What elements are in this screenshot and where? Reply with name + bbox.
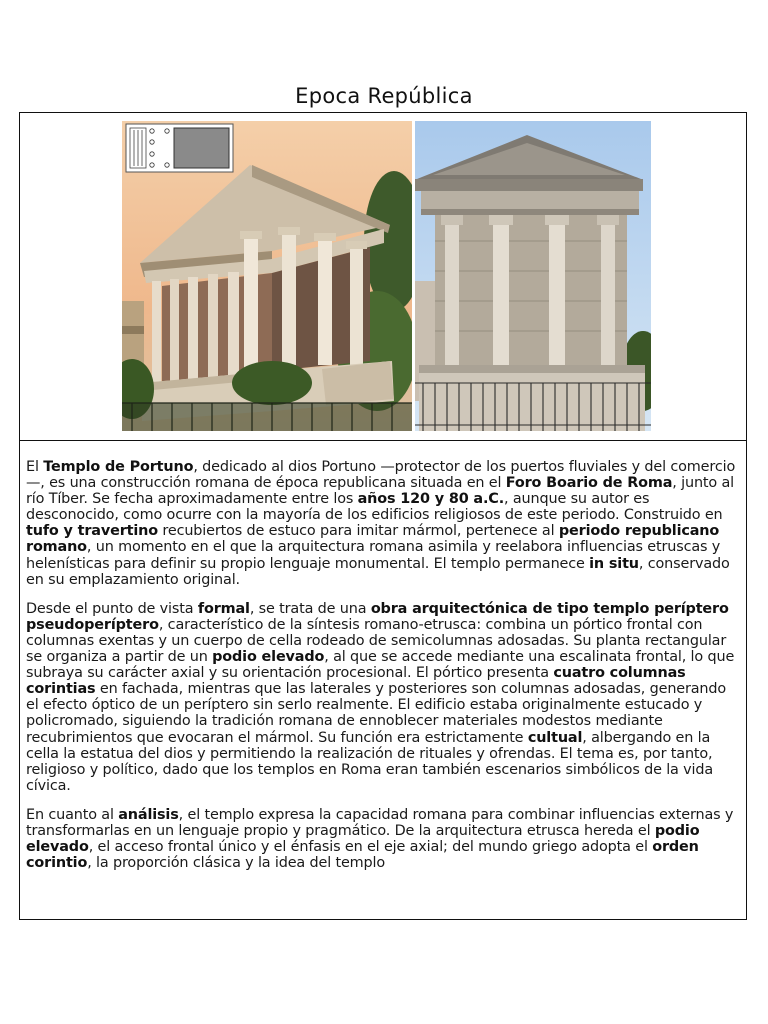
bold-term: Templo de Portuno <box>43 459 194 475</box>
text-run: , al que se accede mediante una escalinata frontal, lo que subraya su carácter axial y su orientación procesional. El pórtico presenta <box>26 649 735 682</box>
text-run: , se trata de una <box>249 600 371 617</box>
bold-term: orden corintio <box>26 839 699 872</box>
section-divider <box>20 440 746 441</box>
text-run: , el acceso frontal único y el énfasis en el eje axial; del mundo griego adopta el <box>88 839 653 856</box>
bold-term: podio elevado <box>26 822 700 856</box>
paragraph-formal <box>26 601 742 794</box>
text-run: en fachada, mientras que las laterales y posteriores son columnas adosadas, generando el efecto óptico de un períptero sin serlo realmente. El edificio estaba originalmente estucado y policromado, siguiendo la tradición romana de ennoblecer materiales modestos mediante recubrimientos que evocaran el mármol. Su función era estrictamente <box>26 681 727 746</box>
bold-term: tufo y travertino <box>26 523 158 540</box>
temple-photos <box>122 121 650 431</box>
text-run: , conservado en su emplazamiento original. <box>26 555 730 588</box>
bold-term: periodo republicano romano <box>26 523 720 556</box>
text-run: , aunque su autor es desconocido, como ocurre con la mayoría de los edificios religiosos de este periodo. Construido en <box>26 491 723 524</box>
bold-term: formal <box>197 600 250 617</box>
text-run: recubiertos de estuco para imitar mármol, pertenece al <box>158 523 559 540</box>
bold-term: cuatro columnas corintias <box>26 665 686 698</box>
bold-term: obra arquitectónica de tipo templo períptero pseudoperíptero <box>26 600 729 633</box>
paragraph-context <box>26 459 742 588</box>
text-run: , característico de la síntesis romano-etrusca: combina un pórtico frontal con columnas exentas y un cuerpo de cella rodeado de semicolumnas adosadas. Su planta rectangular se organiza a partir de un <box>26 616 727 666</box>
body-text <box>26 459 742 884</box>
text-run: , la proporción clásica y la idea del templo <box>87 855 386 872</box>
text-run: , albergando en la cella la estatua del dios y permitiendo la realización de rituales y ofrendas. El tema es, por tanto, religioso y político, dado que los templos en Roma eran también escenarios simbólicos de la vida cívica. <box>26 729 714 794</box>
paragraph-analysis <box>26 807 742 871</box>
text-run: , un momento en el que la arquitectura romana asimila y reelabora influencias etruscas y helenísticas para definir su propio lenguaje monumental. El templo permanece <box>26 539 721 572</box>
temple-photo-exterior <box>122 121 412 431</box>
bold-term: análisis <box>118 806 179 823</box>
text-run: , el templo expresa la capacidad romana para combinar influencias externas y transformarlas en un lenguaje propio y pragmático. De la arquitectura etrusca hereda el <box>26 806 734 839</box>
text-run: , junto al río Tíber. Se fecha aproximadamente entre los <box>26 475 735 508</box>
content-frame <box>19 112 747 920</box>
bold-term: cultual <box>527 729 583 746</box>
bold-term: podio elevado <box>212 649 325 666</box>
floor-plan-inset <box>126 124 233 172</box>
text-run: En cuanto al <box>26 806 119 823</box>
text-run: Desde el punto de vista <box>26 600 198 617</box>
bold-term: Foro Boario de Roma <box>505 475 673 492</box>
page-title: Epoca República <box>295 84 473 108</box>
text-run: , dedicado al dios Portuno —protector de los puertos fluviales y del comercio—, es una construcción romana de época republicana situada en el <box>26 459 736 492</box>
text-run: El <box>26 459 44 475</box>
bold-term: años 120 y 80 a.C. <box>357 491 505 508</box>
bold-term: in situ <box>589 555 639 572</box>
temple-photo-front <box>415 121 651 431</box>
